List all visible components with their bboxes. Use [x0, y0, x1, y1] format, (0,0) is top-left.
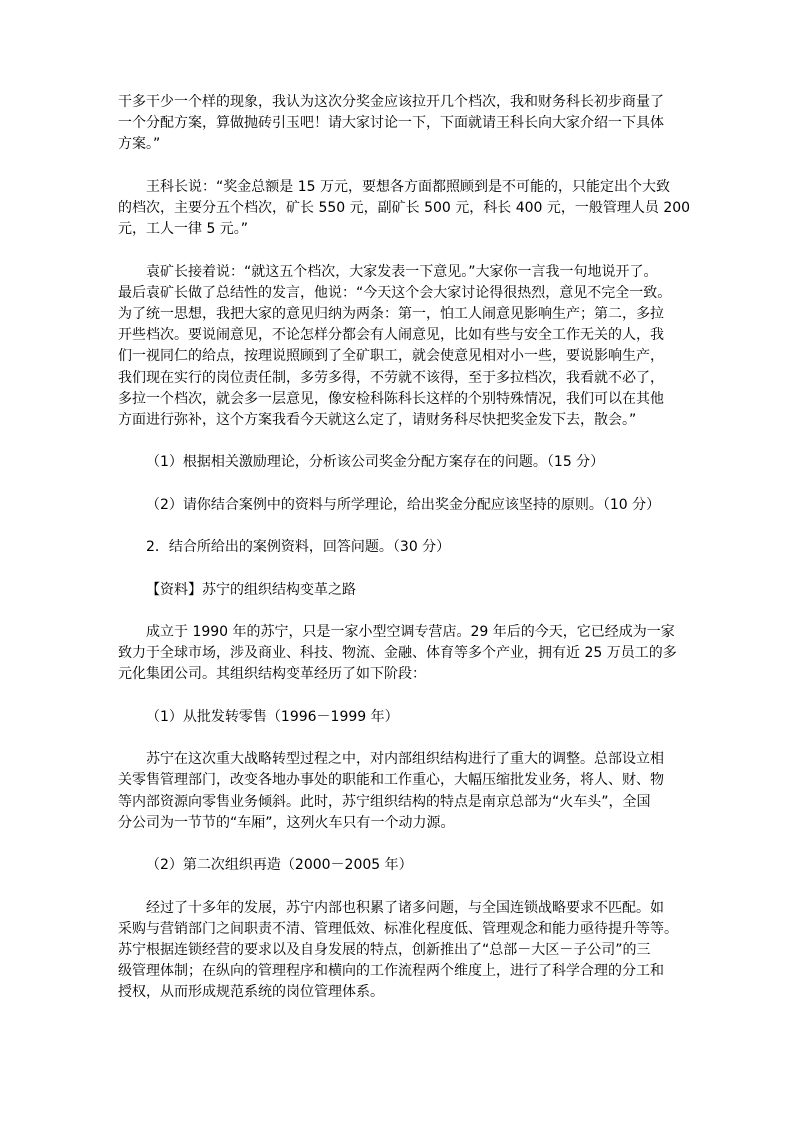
text-line: 苏宁在这次重大战略转型过程之中，对内部组织结构进行了重大的调整。总部设立相 — [146, 751, 664, 768]
paragraph — [118, 262, 688, 432]
text-line: 致力于全球市场，涉及商业、科技、物流、金融、体育等多个产业，拥有近 25 万员工的多 — [118, 645, 677, 662]
text-line: 为了统一思想，我把大家的意见归纳为两条：第一，怕工人闹意见影响生产；第二，多拉 — [118, 306, 664, 322]
paragraph — [118, 898, 688, 1004]
text-line: 袁矿长接着说：“就这五个档次，大家发表一下意见。”大家你一言我一句地说开了。 — [146, 263, 658, 280]
text-line: （1）从批发转零售（1996－1999 年） — [146, 708, 399, 725]
text-line: 多拉一个档次，就会多一层意见，像安检科陈科长这样的个别特殊情况，我们可以在其他 — [118, 390, 664, 407]
paragraph — [118, 580, 688, 601]
text-line: 等内部资源向零售业务倾斜。此时，苏宁组织结构的特点是南京总部为“火车头”，全国 — [118, 793, 651, 810]
document-body — [118, 92, 691, 1025]
text-line: （2）请你结合案例中的资料与所学理论，给出奖金分配应该坚持的原则。（10 分） — [146, 496, 661, 513]
paragraph — [118, 495, 688, 516]
paragraph — [118, 537, 688, 558]
text-line: 我们现在实行的岗位责任制，多劳多得，不劳就不该得，至于多拉档次，我看就不必了， — [118, 369, 664, 386]
text-line: 分公司为一节节的“车厢”，这列火车只有一个动力源。 — [118, 814, 455, 831]
text-line: 们一视同仁的给点，按理说照顾到了全矿职工，就会使意见相对小一些，要说影响生产， — [118, 348, 664, 365]
paragraph — [118, 177, 691, 241]
text-line: 王科长说：“奖金总额是 15 万元，要想各方面都照顾到是不可能的，只能定出个大致 — [146, 178, 670, 195]
paragraph — [118, 707, 688, 728]
text-line: 元化集团公司。其组织结构变革经历了如下阶段： — [118, 666, 426, 683]
text-line: 最后袁矿长做了总结性的发言，他说：“今天这个会大家讨论得很热烈，意见不完全一致。 — [118, 284, 672, 301]
text-line: 采购与营销部门之间职责不清、管理低效、标准化程度低、管理观念和能力亟待提升等等。 — [118, 920, 678, 937]
text-line: 关零售管理部门，改变各地办事处的职能和工作重心，大幅压缩批发业务，将人、财、物 — [118, 772, 664, 789]
text-line: 元，工人一律 5 元。” — [118, 221, 249, 238]
paragraph — [118, 452, 688, 473]
text-line: （1）根据相关激励理论，分析该公司奖金分配方案存在的问题。（15 分） — [146, 454, 605, 471]
paragraph — [118, 92, 688, 156]
text-line: （2）第二次组织再造（2000－2005 年） — [146, 857, 413, 874]
text-line: 成立于 1990 年的苏宁，只是一家小型空调专营店。29 年后的今天，它已经成为一家 — [146, 623, 675, 640]
text-line: 开些档次。要说闹意见，不论怎样分都会有人闹意见，比如有些与安全工作无关的人，我 — [118, 327, 664, 344]
text-line: 一个分配方案，算做抛砖引玉吧！请大家讨论一下，下面就请王科长向大家介绍一下具体 — [118, 115, 664, 132]
text-line: 授权，从而形成规范系统的岗位管理体系。 — [118, 984, 384, 1001]
text-line: 2．结合所给出的案例资料，回答问题。（30 分） — [146, 539, 451, 556]
text-line: 的档次，主要分五个档次，矿长 550 元，副矿长 500 元，科长 400 元，一般管理人员 200 — [118, 200, 691, 216]
paragraph — [118, 622, 688, 686]
text-line: 【资料】苏宁的组织结构变革之路 — [146, 581, 356, 598]
paragraph — [118, 855, 688, 876]
text-line: 级管理体制；在纵向的管理程序和横向的工作流程两个维度上，进行了科学合理的分工和 — [118, 963, 664, 980]
paragraph — [118, 749, 688, 834]
text-line: 经过了十多年的发展，苏宁内部也积累了诸多问题，与全国连锁战略要求不匹配。如 — [146, 899, 664, 916]
text-line: 干多干少一个样的现象，我认为这次分奖金应该拉开几个档次，我和财务科长初步商量了 — [118, 94, 664, 110]
text-line: 方案。” — [118, 136, 161, 153]
text-line: 苏宁根据连锁经营的要求以及自身发展的特点，创新推出了“总部－大区－子公司”的三 — [118, 941, 651, 958]
text-line: 方面进行弥补，这个方案我看今天就这么定了，请财务科尽快把奖金发下去，散会。” — [118, 412, 637, 429]
